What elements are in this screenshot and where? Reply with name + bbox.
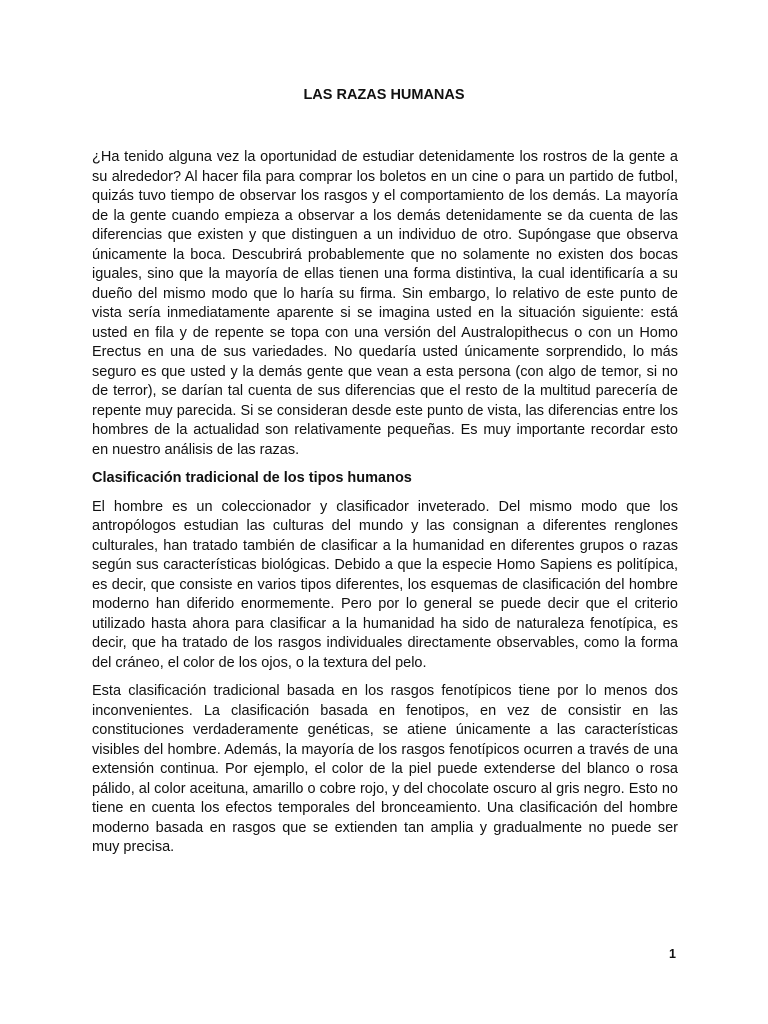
document-body <box>92 148 678 858</box>
document-title: LAS RAZAS HUMANAS <box>303 87 465 103</box>
section-paragraph-1: El hombre es un coleccionador y clasificador inveterado. Del mismo modo que los antropólogos estudian las culturas del mundo y las consignan a diferentes renglones culturales, han tratado también de clasificar a la humanidad en diferentes grupos o razas según sus características biológicas. Debido a que la especie Homo Sapiens es politípica, es decir, que consiste en varios tipos diferentes, los esquemas de clasificación del hombre moderno han diferido enormemente. Pero por lo general se puede decir que el criterio utilizado hasta ahora para clasificar a la humanidad ha sido de naturaleza fenotípica, es decir, que ha tratado de los rasgos individuales directamente observables, como la forma del cráneo, el color de los ojos, o la textura del pelo. <box>92 498 678 671</box>
page-number: 1 <box>669 947 676 961</box>
intro-paragraph: ¿Ha tenido alguna vez la oportunidad de estudiar detenidamente los rostros de la gente a su alrededor? Al hacer fila para comprar los boletos en un cine o para un partido de futbol, quizás tuvo tiempo de observar los rasgos y el comportamiento de los demás. La mayoría de la gente cuando empieza a observar a los demás detenidamente se da cuenta de las diferencias que existen y que distinguen a un individuo de otro. Supóngase que observa únicamente la boca. Descubrirá probablemente que no solamente no existen dos bocas iguales, sino que la mayoría de ellas tienen una forma distintiva, la cual identificaría a su dueño del mismo modo que lo haría su firma. Sin embargo, lo relativo de este punto de vista sería inmediatamente aparente si se imagina usted en la situación siguiente: está usted en fila y de repente se topa con una versión del Australopithecus o con un Homo Erectus en una de sus variedades. No quedaría usted únicamente sorprendido, lo más seguro es que usted y la demás gente que vean a esta persona (con algo de temor, si no de terror), se darían tal cuenta de sus diferencias que el resto de la multitud parecería de repente muy parecida. Si se consideran desde este punto de vista, las diferencias entre los hombres de la actualidad son relativamente pequeñas. Es muy importante recordar esto en nuestro análisis de las razas. <box>92 149 678 458</box>
section-heading: Clasificación tradicional de los tipos humanos <box>92 470 412 486</box>
section-paragraph-2: Esta clasificación tradicional basada en los rasgos fenotípicos tiene por lo menos dos inconvenientes. La clasificación basada en fenotipos, en vez de consistir en las constituciones verdaderamente genéticas, se atiene únicamente a las características visibles del hombre. Además, la mayoría de los rasgos fenotípicos ocurren a través de una extensión continua. Por ejemplo, el color de la piel puede extenderse del blanco o rosa pálido, al color aceituna, amarillo o cobre rojo, y del chocolate oscuro al gris negro. Esto no tiene en cuenta los efectos temporales del bronceamiento. Una clasificación del hombre moderno basada en rasgos que se extienden tan amplia y gradualmente no puede ser muy precisa. <box>92 683 678 855</box>
